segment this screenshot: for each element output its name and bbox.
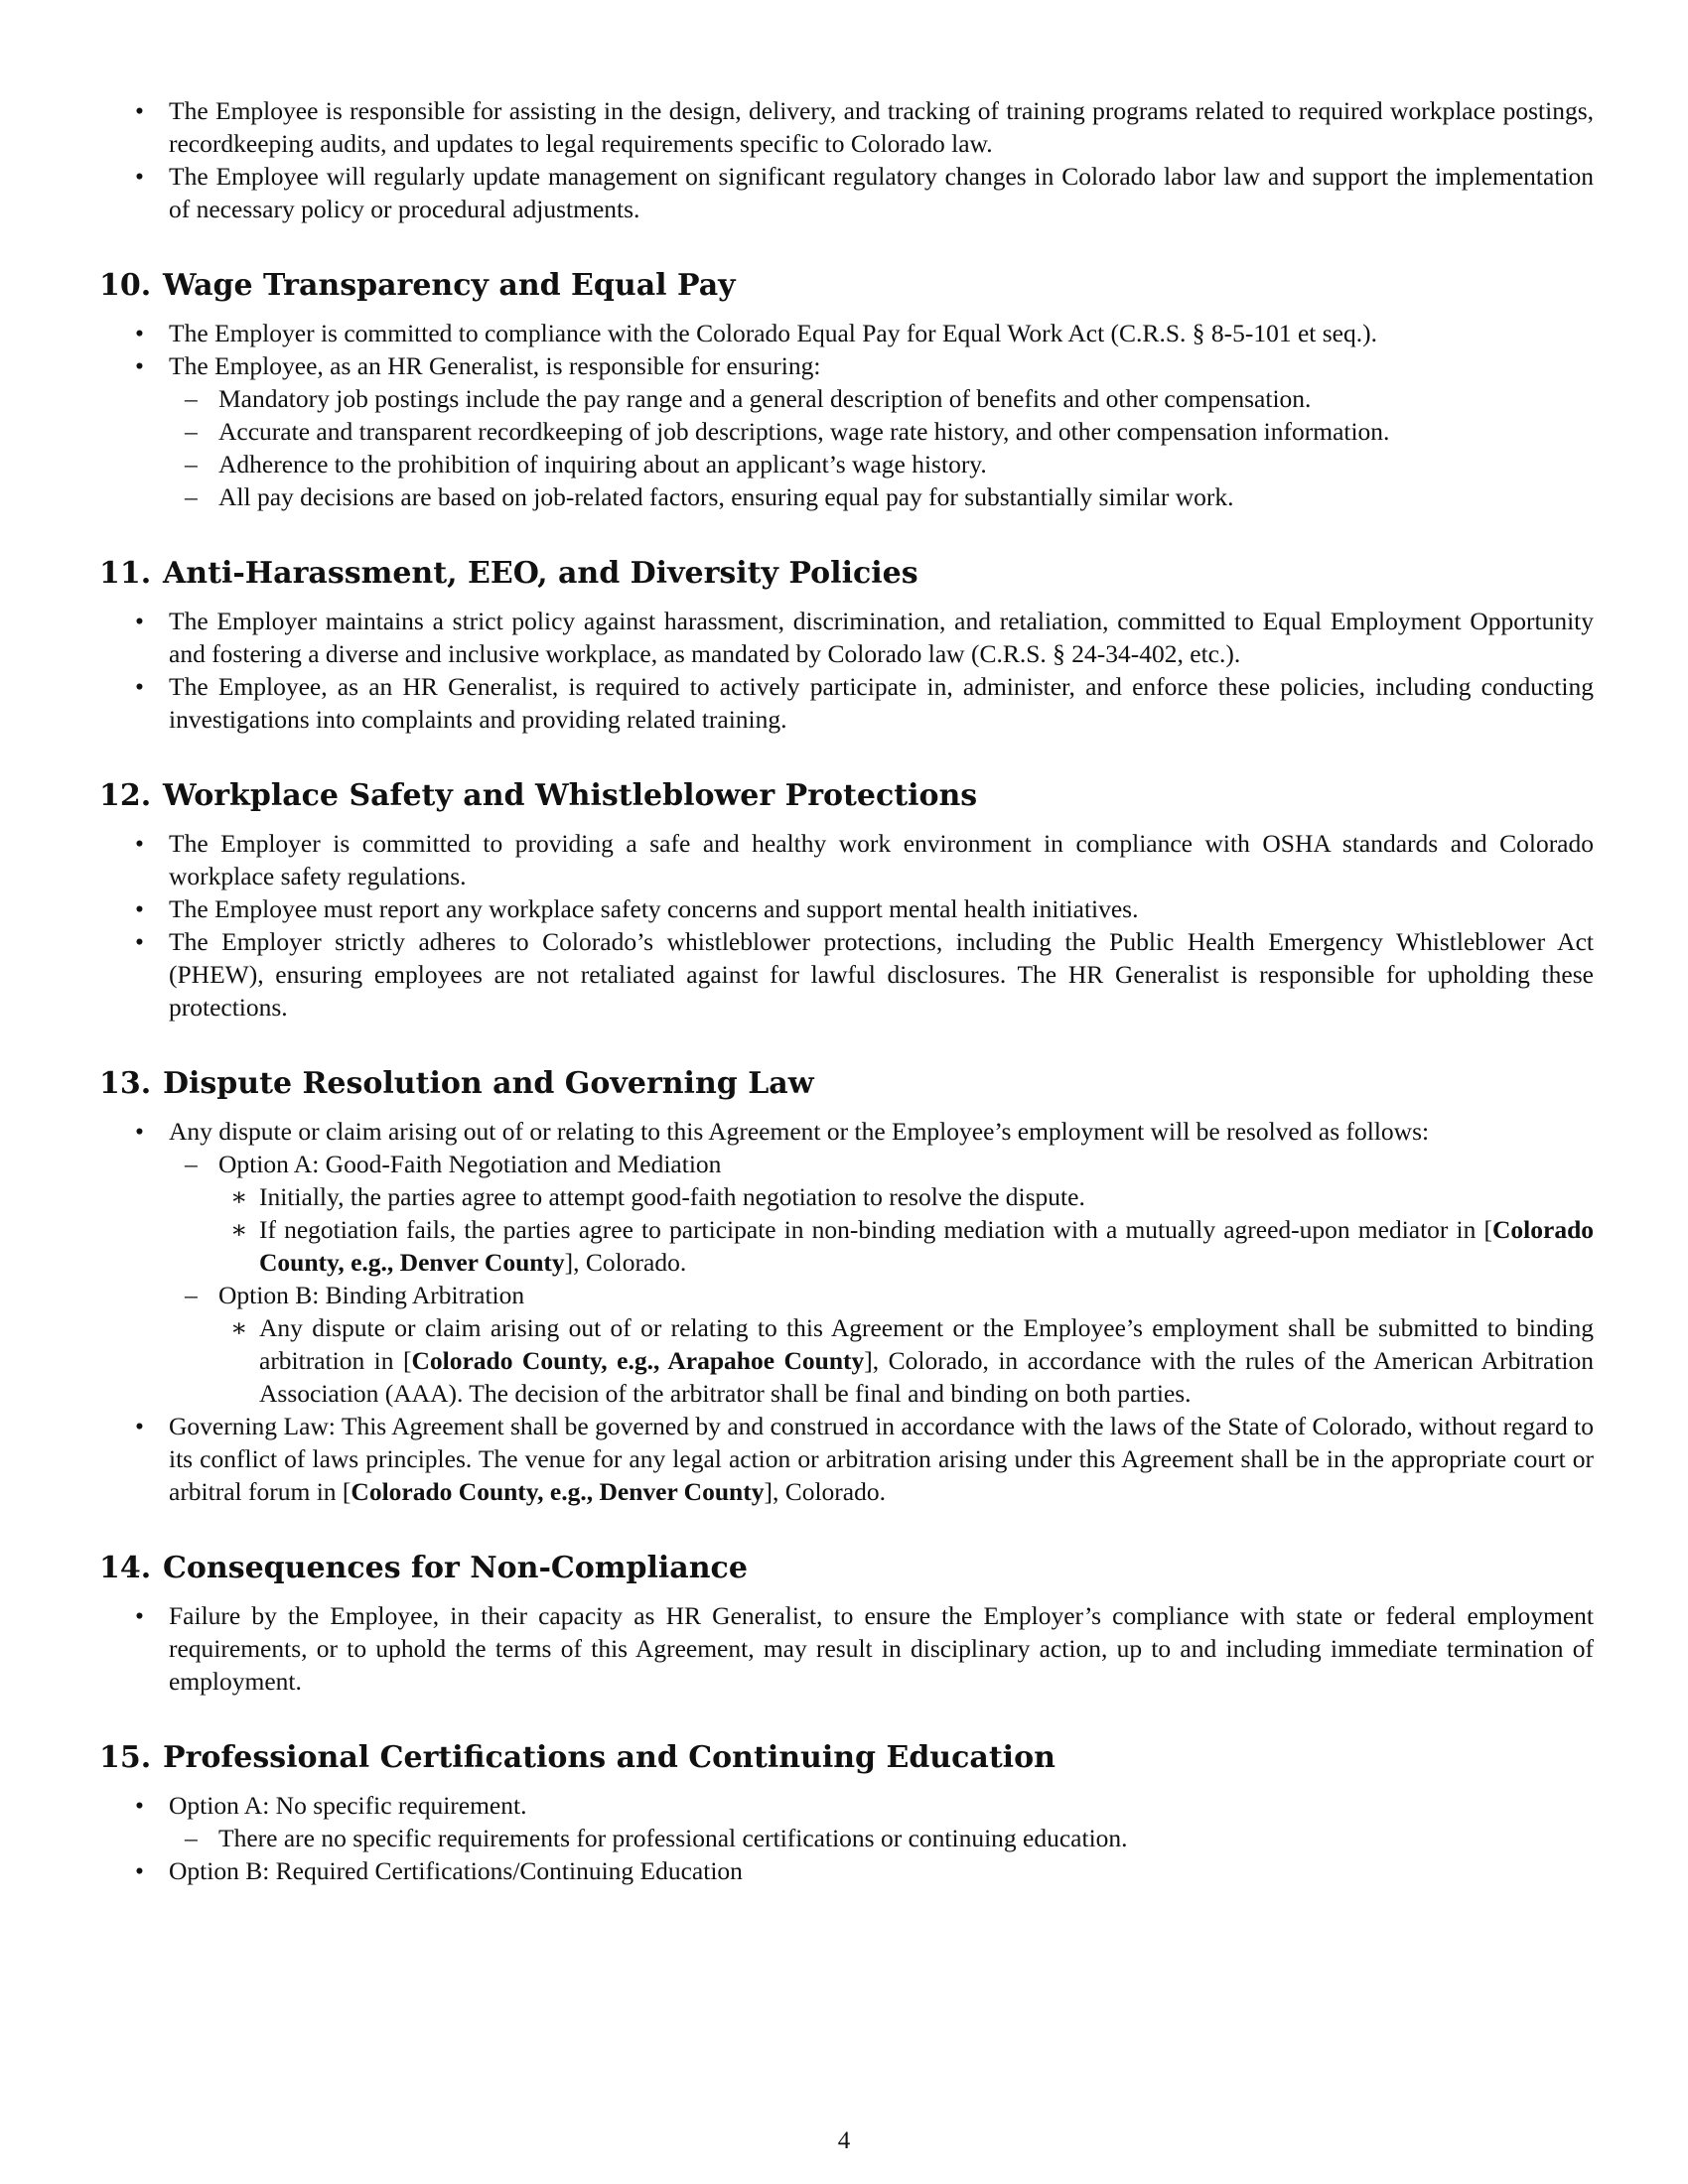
section-number: 10. [99,268,152,303]
bullet-list [99,827,1594,1024]
sub-list-item: – Accurate and transparent recordkeeping of job descriptions, wage rate history, and other compensation information. [159,415,1594,448]
option-label: Option B: Binding Arbitration [218,1281,525,1309]
section-title: Professional Certifications and Continuing Education [163,1740,1055,1775]
section-title: Consequences for Non-Compliance [163,1551,748,1585]
list-item: • The Employee must report any workplace safety concerns and support mental health initiatives. [99,892,1594,925]
list-item: • The Employer is committed to providing a safe and healthy work environment in compliance with OSHA standards and Colorado workplace safety regulations. [99,827,1594,892]
section-11 [99,555,1594,736]
bullet-list [99,317,1594,513]
document-page [99,94,1594,1887]
section-heading [99,555,1594,593]
section-number: 12. [99,778,152,813]
page-number: 4 [837,2127,851,2154]
list-item: • The Employee is responsible for assisting in the design, delivery, and tracking of training programs related to required workplace postings, recordkeeping audits, and updates to legal requirements specific to Colorado law. [99,94,1594,160]
section-13 [99,1065,1594,1508]
text-segment: ], Colorado. [764,1477,886,1506]
section-heading [99,1550,1594,1587]
placeholder-county: Colorado County, e.g., Denver County [259,1215,1594,1277]
sub-list-item-option-a [159,1148,1594,1279]
list-item-text: The Employee, as an HR Generalist, is responsible for ensuring: [169,351,821,380]
sub-sub-list [209,1180,1594,1279]
text-segment: Any dispute or claim arising out of or relating to this Agreement or the Employee’s employment shall be submitted to binding arbitration in [ [259,1313,1594,1375]
section-15 [99,1739,1594,1887]
sub-list-item: – Mandatory job postings include the pay range and a general description of benefits and other compensation. [159,382,1594,415]
sub-sub-list [209,1311,1594,1410]
bullet-list [99,1115,1594,1508]
list-item-text: Option A: No specific requirement. [169,1791,527,1820]
list-item: • The Employee will regularly update management on significant regulatory changes in Colorado labor law and support the implementation of necessary policy or procedural adjustments. [99,160,1594,225]
list-item: • Failure by the Employee, in their capacity as HR Generalist, to ensure the Employer’s compliance with state or federal employment requirements, or to uphold the terms of this Agreement, may result in disciplinary action, up to and including immediate termination of employment. [99,1599,1594,1698]
bullet-list [99,1599,1594,1698]
section-title: Workplace Safety and Whistleblower Protections [163,778,978,813]
list-item-text: Any dispute or claim arising out of or relating to this Agreement or the Employee’s employment will be resolved as follows: [169,1117,1430,1146]
section-number: 14. [99,1551,152,1585]
sub-list [159,382,1594,513]
text-segment: ], Colorado, in accordance with the rules of the American Arbitration Association (AAA). The decision of the arbitrator shall be final and binding on both parties. [259,1346,1594,1408]
list-item-governing-law [99,1410,1594,1508]
list-item [99,349,1594,513]
sub-sub-list-item: ∗ Initially, the parties agree to attempt good-faith negotiation to resolve the dispute. [209,1180,1594,1213]
section-title: Wage Transparency and Equal Pay [163,268,736,303]
section-heading [99,1065,1594,1103]
section-title: Dispute Resolution and Governing Law [163,1066,814,1101]
sub-list [159,1148,1594,1410]
sub-list-item: – All pay decisions are based on job-related factors, ensuring equal pay for substantially similar work. [159,480,1594,513]
sub-list-item: – Adherence to the prohibition of inquiring about an applicant’s wage history. [159,448,1594,480]
list-item: • Option B: Required Certifications/Continuing Education [99,1854,1594,1887]
list-item: • The Employer maintains a strict policy against harassment, discrimination, and retaliation, committed to Equal Employment Opportunity and fostering a diverse and inclusive workplace, as mandated by Colorado law (C.R.S. § 24-34-402, etc.). [99,605,1594,670]
option-label: Option A: Good-Faith Negotiation and Mediation [218,1150,722,1178]
section-number: 15. [99,1740,152,1775]
section-title: Anti-Harassment, EEO, and Diversity Policies [163,556,918,591]
sub-sub-list-item [209,1311,1594,1410]
text-segment: If negotiation fails, the parties agree to participate in non-binding mediation with a mutually agreed-upon mediator in [ [259,1215,1492,1244]
bullet-list [99,1789,1594,1887]
section-heading [99,267,1594,305]
sub-list-item: – There are no specific requirements for professional certifications or continuing education. [159,1822,1594,1854]
sub-sub-list-item [209,1213,1594,1279]
list-item: • The Employer is committed to compliance with the Colorado Equal Pay for Equal Work Act (C.R.S. § 8-5-101 et seq.). [99,317,1594,349]
section-heading [99,777,1594,815]
intro-bullet-list [99,94,1594,225]
sub-list-item-option-b [159,1279,1594,1410]
section-number: 11. [99,556,152,591]
section-12 [99,777,1594,1024]
list-item: • The Employer strictly adheres to Colorado’s whistleblower protections, including the Public Health Emergency Whistleblower Act (PHEW), ensuring employees are not retaliated against for lawful disclosures. The HR Generalist is responsible for upholding these protections. [99,925,1594,1024]
bullet-list [99,605,1594,736]
list-item [99,1115,1594,1410]
text-segment: Governing Law: This Agreement shall be governed by and construed in accordance with the laws of the State of Colorado, without regard to its conflict of laws principles. The venue for any legal action or arbitration arising under this Agreement shall be in the appropriate court or arbitral forum in [ [169,1412,1594,1506]
placeholder-county: Colorado County, e.g., Denver County [351,1477,765,1506]
section-14 [99,1550,1594,1698]
list-item [99,1789,1594,1854]
list-item: • The Employee, as an HR Generalist, is required to actively participate in, administer, and enforce these policies, including conducting investigations into complaints and providing related training. [99,670,1594,736]
sub-list [159,1822,1594,1854]
text-segment: ], Colorado. [564,1248,687,1277]
section-10 [99,267,1594,513]
section-number: 13. [99,1066,152,1101]
placeholder-county: Colorado County, e.g., Arapahoe County [411,1346,865,1375]
section-heading [99,1739,1594,1777]
